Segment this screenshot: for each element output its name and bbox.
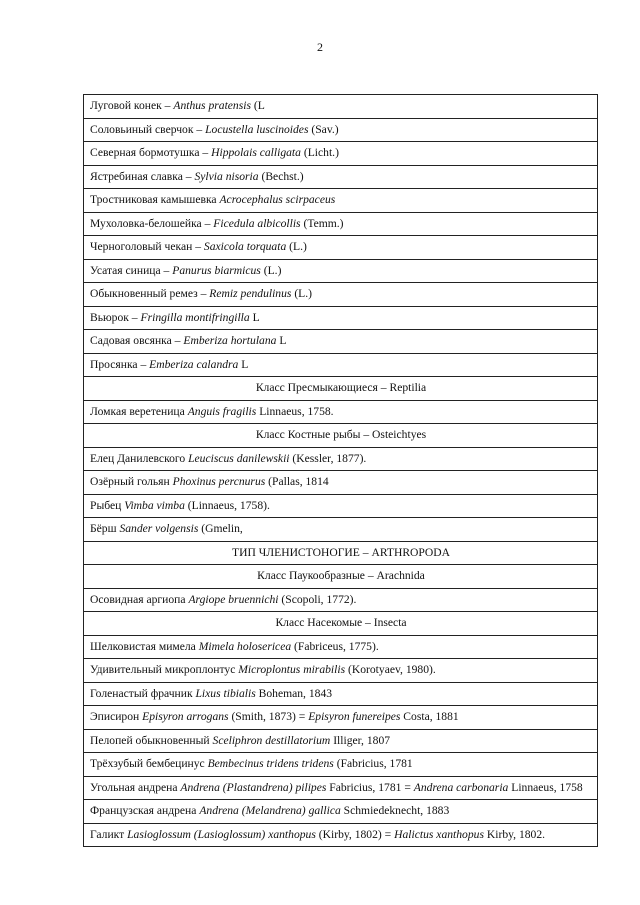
entry-text: (L.)	[260, 263, 282, 277]
species-row	[84, 236, 598, 260]
section-header-cell	[84, 541, 598, 565]
entry-text: Класс Насекомые – Insecta	[275, 616, 407, 630]
latin-name: Lasioglossum (Lasioglossum) xanthopus	[127, 827, 316, 841]
latin-name: Episyron funereipes	[308, 710, 401, 724]
entry-text: Трёхзубый бембецинус	[90, 757, 208, 771]
entry-text: Класс Костные рыбы – Osteichtyes	[255, 428, 427, 442]
section-header-cell	[84, 424, 598, 448]
entry-text: (Smith, 1873) =	[228, 710, 309, 724]
section-header-row	[84, 612, 598, 636]
entry-text: (Pallas, 1814	[265, 475, 329, 489]
species-row	[84, 800, 598, 824]
latin-name: Microplontus mirabilis	[238, 663, 346, 677]
entry-text: L	[249, 310, 260, 324]
entry-text: Schmiedeknecht, 1883	[340, 804, 450, 818]
latin-name: Ficedula albicollis	[213, 216, 301, 230]
section-header-cell	[84, 565, 598, 589]
entry-text: Усатая синица –	[90, 263, 173, 277]
entry-text: Ястребиная славка –	[90, 169, 195, 183]
species-cell	[84, 753, 598, 777]
entry-text: Обыкновенный ремез –	[90, 287, 210, 301]
latin-name: Saxicola torquata	[203, 240, 287, 254]
species-cell	[84, 330, 598, 354]
species-cell	[84, 236, 598, 260]
latin-name: Halictus xanthopus	[394, 827, 484, 841]
species-cell	[84, 259, 598, 283]
entry-text: (Kirby, 1802) =	[315, 827, 395, 841]
latin-name: Remiz pendulinus	[209, 287, 292, 301]
species-cell	[84, 306, 598, 330]
species-row	[84, 118, 598, 142]
species-cell	[84, 95, 598, 119]
entry-text: (L.)	[286, 240, 307, 254]
species-cell	[84, 823, 598, 847]
latin-name: Acrocephalus scirpaceus	[219, 193, 336, 207]
entry-text: Удивительный микроплонтус	[90, 663, 239, 677]
latin-name: Lixus tibialis	[195, 686, 256, 700]
entry-text: ТИП ЧЛЕНИСТОНОГИЕ – ARTHROPODA	[231, 545, 451, 559]
entry-text: Бёрш	[90, 522, 120, 536]
entry-text: Северная бормотушка –	[90, 146, 212, 160]
entry-text: (Licht.)	[300, 146, 339, 160]
entry-text: (Scopoli, 1772).	[278, 592, 357, 606]
entry-text: (Sav.)	[308, 122, 339, 136]
species-row	[84, 518, 598, 542]
latin-name: Locustella luscinoides	[205, 122, 309, 136]
species-cell	[84, 212, 598, 236]
species-row	[84, 471, 598, 495]
entry-text: Елец Данилевского	[90, 451, 189, 465]
latin-name: Mimela holosericea	[198, 639, 292, 653]
entry-text: Галикт	[90, 827, 128, 841]
species-row	[84, 823, 598, 847]
entry-text: Класс Паукообразные – Arachnida	[257, 569, 425, 583]
species-cell	[84, 682, 598, 706]
species-cell	[84, 518, 598, 542]
species-cell	[84, 729, 598, 753]
section-header-row	[84, 424, 598, 448]
entry-text: Fabricius, 1781 =	[326, 780, 414, 794]
latin-name: Bembecinus tridens tridens	[207, 757, 334, 771]
species-cell	[84, 447, 598, 471]
entry-text: Садовая овсянка –	[90, 334, 184, 348]
section-header-row	[84, 377, 598, 401]
species-cell	[84, 635, 598, 659]
species-row	[84, 682, 598, 706]
entry-text: Costa, 1881	[400, 710, 459, 724]
species-row	[84, 212, 598, 236]
species-cell	[84, 800, 598, 824]
entry-text: Класс Пресмыкающиеся – Reptilia	[255, 381, 427, 395]
species-cell	[84, 283, 598, 307]
latin-name: Leuciscus danilewskii	[188, 451, 290, 465]
latin-name: Sander volgensis	[119, 522, 199, 536]
entry-text: (Gmelin,	[198, 522, 243, 536]
species-cell	[84, 588, 598, 612]
entry-text: Шелковистая мимела	[90, 639, 199, 653]
species-row	[84, 635, 598, 659]
species-row	[84, 353, 598, 377]
latin-name: Panurus biarmicus	[172, 263, 261, 277]
entry-text: Рыбец	[90, 498, 125, 512]
species-row	[84, 283, 598, 307]
entry-text: (L.)	[291, 287, 313, 301]
species-cell	[84, 776, 598, 800]
entry-text: (Linnaeus, 1758).	[184, 498, 270, 512]
entry-text: Вьюрок –	[90, 310, 141, 324]
species-cell	[84, 659, 598, 683]
entry-text: Соловьиный сверчок –	[90, 122, 206, 136]
latin-name: Argiope bruennichi	[188, 592, 279, 606]
species-row	[84, 659, 598, 683]
species-cell	[84, 353, 598, 377]
species-row	[84, 729, 598, 753]
latin-name: Andrena carbonaria	[413, 780, 509, 794]
species-cell	[84, 189, 598, 213]
species-row	[84, 142, 598, 166]
species-row	[84, 494, 598, 518]
entry-text: Эписирон	[90, 710, 143, 724]
section-header-row	[84, 541, 598, 565]
entry-text: Illiger, 1807	[330, 733, 391, 747]
entry-text: Kirby, 1802.	[483, 827, 546, 841]
latin-name: Andrena (Melandrena) gallica	[199, 804, 341, 818]
entry-text: (Fabricius, 1781	[333, 757, 413, 771]
entry-text: L	[276, 334, 287, 348]
latin-name: Vimba vimba	[124, 498, 185, 512]
species-row	[84, 330, 598, 354]
species-row	[84, 706, 598, 730]
species-row	[84, 447, 598, 471]
species-row	[84, 588, 598, 612]
species-cell	[84, 118, 598, 142]
section-header-cell	[84, 377, 598, 401]
entry-text: (L	[250, 99, 265, 113]
entry-text: Мухоловка-белошейка –	[90, 216, 214, 230]
entry-text: Ломкая веретеница	[90, 404, 188, 418]
species-row	[84, 259, 598, 283]
page-number: 2	[317, 40, 323, 54]
latin-name: Hippolais calligata	[211, 146, 301, 160]
entry-text: Boheman, 1843	[255, 686, 333, 700]
section-header-cell	[84, 612, 598, 636]
species-table	[83, 94, 598, 847]
latin-name: Phoxinus percnurus	[172, 475, 266, 489]
entry-text: Linnaeus, 1758.	[256, 404, 334, 418]
entry-text: (Kessler, 1877).	[289, 451, 367, 465]
latin-name: Anthus pratensis	[173, 99, 251, 113]
entry-text: (Korotyaev, 1980).	[345, 663, 436, 677]
species-row	[84, 753, 598, 777]
latin-name: Emberiza hortulana	[183, 334, 277, 348]
species-cell	[84, 494, 598, 518]
entry-text: Черноголовый чекан –	[90, 240, 204, 254]
latin-name: Sylvia nisoria	[194, 169, 259, 183]
species-cell	[84, 471, 598, 495]
species-row	[84, 306, 598, 330]
latin-name: Episyron arrogans	[142, 710, 229, 724]
latin-name: Fringilla montifringilla	[140, 310, 250, 324]
species-cell	[84, 165, 598, 189]
species-table-body	[84, 95, 598, 847]
entry-text: Просянка –	[90, 357, 150, 371]
species-row	[84, 400, 598, 424]
entry-text: L	[238, 357, 249, 371]
species-row	[84, 189, 598, 213]
entry-text: Пелопей обыкновенный	[90, 733, 213, 747]
species-cell	[84, 142, 598, 166]
entry-text: (Temm.)	[300, 216, 344, 230]
species-row	[84, 165, 598, 189]
latin-name: Andrena (Plastandrena) pilipes	[180, 780, 327, 794]
entry-text: Тростниковая камышевка	[90, 193, 220, 207]
latin-name: Sceliphron destillatorium	[212, 733, 331, 747]
species-row	[84, 776, 598, 800]
entry-text: Луговой конек –	[90, 99, 174, 113]
entry-text: Голенастый фрачник	[90, 686, 196, 700]
species-row	[84, 95, 598, 119]
entry-text: Осовидная аргиопа	[90, 592, 189, 606]
species-cell	[84, 706, 598, 730]
latin-name: Emberiza calandra	[149, 357, 239, 371]
entry-text: Озёрный гольян	[90, 475, 173, 489]
entry-text: Linnaeus, 1758	[508, 780, 583, 794]
entry-text: Французская андрена	[90, 804, 200, 818]
entry-text: (Fabriceus, 1775).	[291, 639, 379, 653]
entry-text: Угольная андрена	[90, 780, 181, 794]
entry-text: (Bechst.)	[258, 169, 304, 183]
section-header-row	[84, 565, 598, 589]
latin-name: Anguis fragilis	[187, 404, 257, 418]
species-cell	[84, 400, 598, 424]
